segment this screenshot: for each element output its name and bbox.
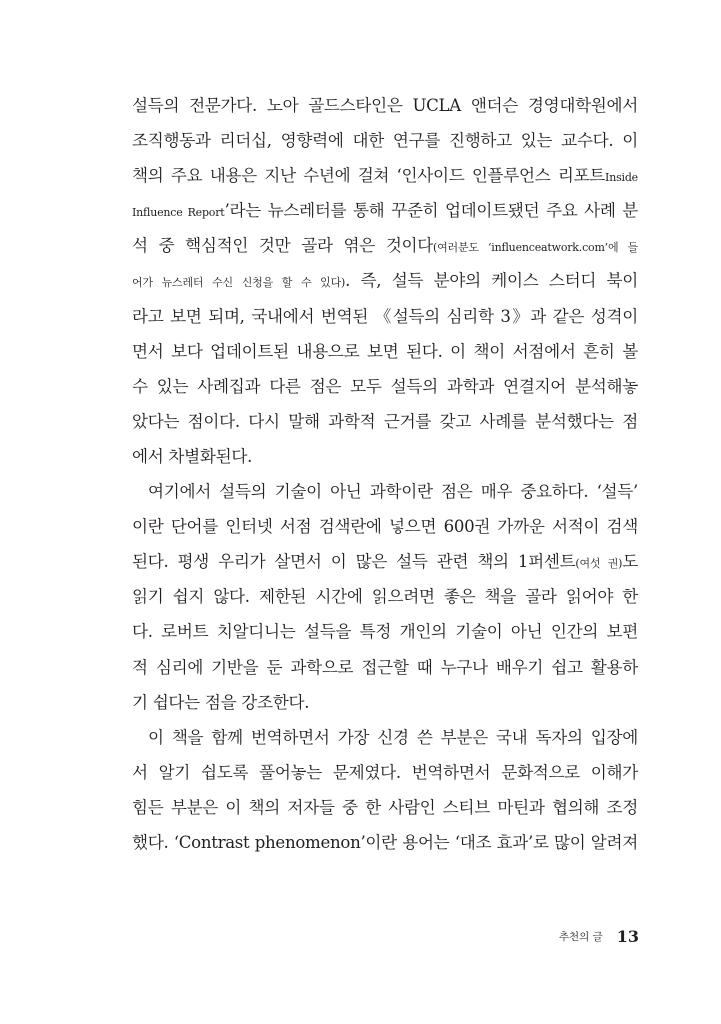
small-annotation: Inside <box>605 171 638 185</box>
text-line: 에서 차별화된다. <box>132 446 253 466</box>
text-line: 된다. 평생 우리가 살면서 이 많은 설득 관련 책의 1퍼센트(여섯 권)도 <box>132 552 638 572</box>
text-line: 라고 보면 되며, 국내에서 번역된 《설득의 심리학 3》과 같은 성격이 <box>132 306 638 326</box>
text-line: 면서 보다 업데이트된 내용으로 보면 된다. 이 책이 서점에서 흔히 볼 <box>132 341 638 361</box>
text-line: 석 중 핵심적인 것만 골라 엮은 것이다(여러분도 ‘influenceatwork.com’에 들 <box>132 236 638 256</box>
text-line: 책의 주요 내용은 지난 수년에 걸쳐 ‘인사이드 인플루언스 리포트Inside <box>132 166 638 186</box>
page-footer <box>559 926 639 946</box>
small-annotation: (여러분도 ‘influenceatwork.com’에 들 <box>433 241 638 255</box>
text-line: 조직행동과 리더십, 영향력에 대한 연구를 진행하고 있는 교수다. 이 <box>132 131 638 151</box>
small-annotation: Influence Report <box>132 206 225 220</box>
text-line: 수 있는 사례집과 다른 점은 모두 설득의 과학과 연결지어 분석해놓 <box>132 376 638 396</box>
text-line-paragraph-start: 여기에서 설득의 기술이 아닌 과학이란 점은 매우 중요하다. ‘설득’ <box>148 482 638 502</box>
body-text <box>132 88 638 860</box>
text-line: 았다는 점이다. 다시 말해 과학적 근거를 갖고 사례를 분석했다는 점 <box>132 411 638 431</box>
small-annotation: (여섯 권) <box>575 557 623 571</box>
text-line-paragraph-start: 이 책을 함께 번역하면서 가장 신경 쓴 부분은 국내 독자의 입장에 <box>148 727 638 747</box>
text-line: 설득의 전문가다. 노아 골드스타인은 UCLA 앤더슨 경영대학원에서 <box>132 96 638 115</box>
text-line: 서 알기 쉽도록 풀어놓는 문제였다. 번역하면서 문화적으로 이해가 <box>132 762 638 782</box>
text-line: 다. 로버트 치알디니는 설득을 특정 개인의 기술이 아닌 인간의 보편 <box>132 622 638 642</box>
running-footer-section-title: 추천의 글 <box>558 931 603 943</box>
text-line: Influence Report’라는 뉴스레터를 통해 꾸준히 업데이트됐던 주요 사례 분 <box>132 201 638 221</box>
text-line: 기 쉽다는 점을 강조한다. <box>132 692 310 712</box>
text-line: 이란 단어를 인터넷 서점 검색란에 넣으면 600권 가까운 서적이 검색 <box>132 517 638 537</box>
text-line: 적 심리에 기반을 둔 과학으로 접근할 때 누구나 배우기 쉽고 활용하 <box>132 657 638 677</box>
text-line: 힘든 부분은 이 책의 저자들 중 한 사람인 스티브 마틴과 협의해 조정 <box>132 797 638 817</box>
text-line: 했다. ‘Contrast phenomenon’이란 용어는 ‘대조 효과’로 많이 알려져 <box>132 832 638 852</box>
small-annotation: 어가 뉴스레터 수신 신청을 할 수 있다) <box>132 276 346 290</box>
text-line: 어가 뉴스레터 수신 신청을 할 수 있다). 즉, 설득 분야의 케이스 스터디 북이 <box>132 271 638 291</box>
text-line: 읽기 쉽지 않다. 제한된 시간에 읽으려면 좋은 책을 골라 읽어야 한 <box>132 587 638 607</box>
page-number: 13 <box>616 927 639 946</box>
